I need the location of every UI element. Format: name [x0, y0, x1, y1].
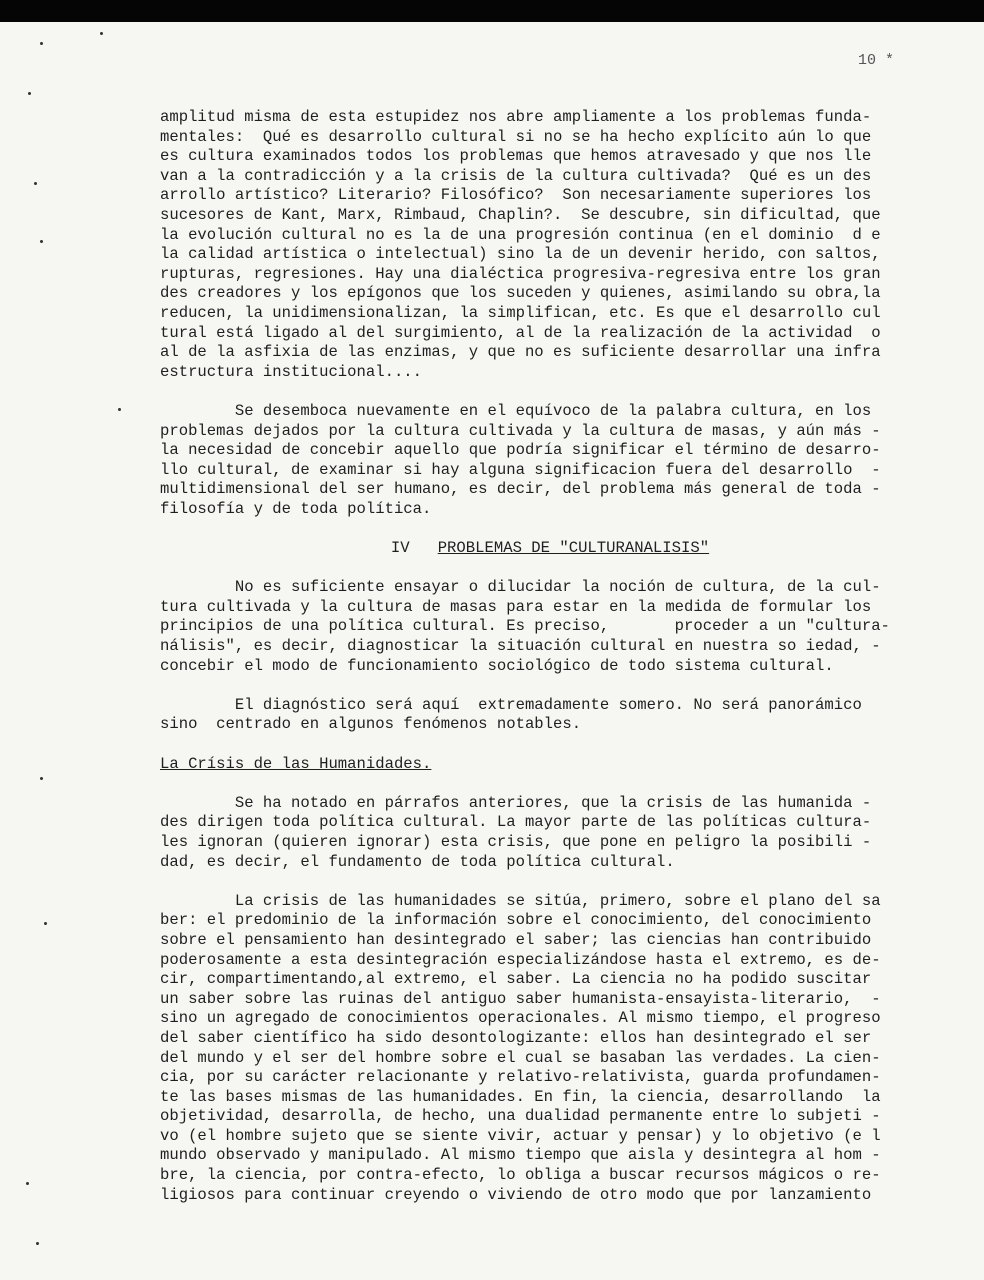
scan-speck	[40, 777, 43, 780]
text-line: des dirigen toda política cultural. La mayor parte de las políticas cultura-	[160, 813, 872, 832]
paragraph	[160, 108, 940, 382]
text-line: objetividad, desarrolla, de hecho, una dualidad permanente entre lo subjeti -	[160, 1107, 881, 1126]
text-line: tural está ligado al del surgimiento, al de la realización de la actividad o	[160, 323, 881, 342]
scan-speck	[40, 240, 43, 243]
scan-speck	[34, 182, 37, 185]
text-line: vo (el hombre sujeto que se siente vivir, actuar y pensar) y lo objetivo (e l	[160, 1126, 881, 1145]
text-line: del mundo y el ser del hombre sobre el cual se basaban las verdades. La cien-	[160, 1048, 881, 1067]
paragraph	[160, 892, 940, 1206]
text-line: Se desemboca nuevamente en el equívoco de la palabra cultura, en los	[160, 401, 872, 420]
text-line: dad, es decir, el fundamento de toda política cultural.	[160, 852, 675, 871]
document-page	[0, 22, 984, 1280]
text-line: mundo observado y manipulado. Al mismo tiempo que aisla y desintegra al hom -	[160, 1146, 881, 1165]
text-line: ligiosos para continuar creyendo o viviendo de otro modo que por lanzamiento	[160, 1185, 872, 1204]
text-line: te las bases mismas de las humanidades. En fin, la ciencia, desarrollando la	[160, 1087, 881, 1106]
text-line: multidimensional del ser humano, es decir, del problema más general de toda -	[160, 480, 881, 499]
text-line: sobre el pensamiento han desintegrado el saber; las ciencias han contribuido	[160, 930, 872, 949]
paragraph	[160, 578, 940, 676]
text-line: les ignoran (quieren ignorar) esta crisis, que pone en peligro la posibili -	[160, 832, 872, 851]
text-line: problemas dejados por la cultura cultivada y la cultura de masas, y aún más -	[160, 421, 881, 440]
section-number: IV	[390, 539, 410, 558]
text-line: es cultura examinados todos los problemas que hemos atravesado y que nos lle	[160, 147, 872, 166]
paragraph	[160, 402, 940, 520]
paragraph	[160, 696, 940, 735]
section-title: PROBLEMAS DE "CULTURANALISIS"	[437, 539, 710, 558]
text-line: sino un agregado de conocimientos operacionales. Al mismo tiempo, el progreso	[160, 1009, 881, 1028]
text-line: bre, la ciencia, por contra-efecto, lo obliga a buscar recursos mágicos o re-	[160, 1166, 881, 1185]
text-line: El diagnóstico será aquí extremadamente somero. No será panorámico	[160, 695, 862, 714]
document-body	[160, 108, 940, 1205]
text-line: concebir el modo de funcionamiento sociológico de todo sistema cultural.	[160, 656, 834, 675]
text-line: amplitud misma de esta estupidez nos abre ampliamente a los problemas funda-	[160, 108, 872, 126]
text-line: filosofía y de toda política.	[160, 499, 432, 518]
scan-speck	[28, 92, 31, 95]
text-line: cia, por su carácter relacionante y relativo-relativista, guarda profundamen-	[160, 1068, 881, 1087]
text-line: des creadores y los epígonos que los suceden y quienes, asimilando su obra,la	[160, 284, 881, 303]
text-line: nálisis", es decir, diagnosticar la situación cultural en nuestra so iedad, -	[160, 637, 881, 656]
text-line: van a la contradicción y a la crisis de la cultura cultivada? Qué es un des	[160, 166, 872, 185]
text-line: tura cultivada y la cultura de masas para estar en la medida de formular los	[160, 597, 872, 616]
scan-speck	[44, 922, 47, 925]
paragraph	[160, 794, 940, 872]
text-line: reducen, la unidimensionalizan, la simplifican, etc. Es que el desarrollo cul	[160, 303, 881, 322]
page-number: 10 *	[858, 52, 895, 69]
text-line: llo cultural, de examinar si hay alguna significacion fuera del desarrollo -	[160, 460, 881, 479]
text-line: la necesidad de concebir aquello que podría significar el término de desarro-	[160, 441, 881, 460]
text-line: un saber sobre las ruinas del antiguo saber humanista-ensayista-literario, -	[160, 989, 881, 1008]
text-line: mentales: Qué es desarrollo cultural si no se ha hecho explícito aún lo que	[160, 127, 872, 146]
text-line: ber: el predominio de la información sobre el conocimiento, del conocimiento	[160, 911, 872, 930]
text-line: cir, compartimentando,al extremo, el saber. La ciencia no ha podido suscitar	[160, 970, 872, 989]
scan-speck	[118, 408, 121, 411]
scan-speck	[40, 42, 43, 45]
scan-speck	[36, 1242, 39, 1245]
text-line: No es suficiente ensayar o dilucidar la noción de cultura, de la cul-	[160, 578, 881, 597]
text-line: rupturas, regresiones. Hay una dialéctica progresiva-regresiva entre los gran	[160, 264, 881, 283]
text-line: arrollo artístico? Literario? Filosófico? Son necesariamente superiores los	[160, 186, 872, 205]
text-line: principios de una política cultural. Es preciso, proceder a un "cultura-	[160, 617, 890, 636]
section-heading	[160, 539, 940, 559]
subsection-heading: La Crísis de las Humanidades.	[160, 754, 432, 773]
text-line: Se ha notado en párrafos anteriores, que la crisis de las humanida -	[160, 793, 872, 812]
scan-speck	[100, 32, 103, 35]
text-line: poderosamente a esta desintegración especializándose hasta el extremo, es de-	[160, 950, 881, 969]
scan-speck	[26, 1182, 29, 1185]
text-line: estructura institucional....	[160, 362, 423, 381]
text-line: sucesores de Kant, Marx, Rimbaud, Chaplin?. Se descubre, sin dificultad, que	[160, 205, 881, 224]
text-line: del saber científico ha sido desontologizante: ellos han desintegrado el ser	[160, 1028, 872, 1047]
text-line: al de la asfixia de las enzimas, y que no es suficiente desarrollar una infra	[160, 343, 881, 362]
scan-top-border	[0, 0, 984, 22]
text-line: la evolución cultural no es la de una progresión continua (en el dominio d e	[160, 225, 881, 244]
text-line: sino centrado en algunos fenómenos notables.	[160, 715, 582, 734]
text-line: La crisis de las humanidades se sitúa, primero, sobre el plano del sa	[160, 891, 881, 910]
text-line: la calidad artística o intelectual) sino la de un devenir herido, con saltos,	[160, 245, 881, 264]
